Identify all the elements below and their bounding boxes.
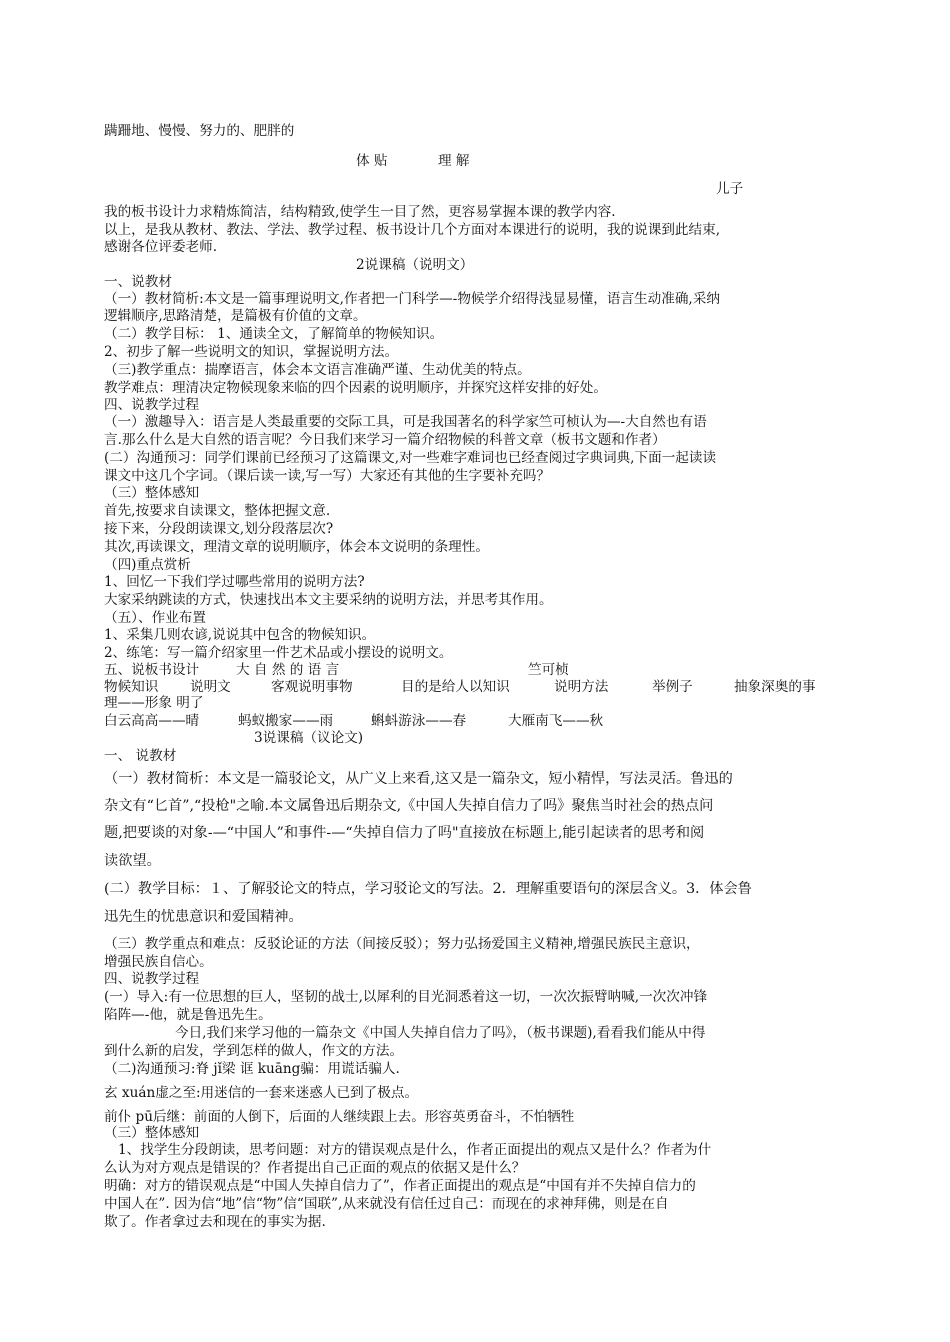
board-summary: 我的板书设计力求精炼简洁，结构精致,使学生一目了然，更容易掌握本课的教学内容. [104,204,616,220]
board-example: 白云高高——晴 [104,713,200,729]
board-item: 说明方法 [554,679,609,695]
section3-title-row [104,729,850,747]
s3-heading-1: 一、 说教材 [104,748,177,764]
s3-line: 读欲望。 [104,853,161,869]
board-author: 竺可桢 [528,662,569,678]
s2-line: （三)教学重点：揣摩语言，体会本文语言准确严谨、生动优美的特点。 [104,362,531,378]
board-item: 抽象深奥的事 [734,679,816,695]
s3-line: （二)沟通预习:脊 jǐ梁 诓 kuāng骗：用谎话骗人. [104,1061,400,1077]
s2-line: 课文中这几个字词。（课后读一读,写一写）大家还有其他的生字要补充吗？ [104,468,551,484]
understand-b: 理 解 [438,153,470,169]
s3-line: 前仆 pū后继：前面的人倒下，后面的人继续跟上去。形容英勇奋斗，不怕牺牲 [104,1109,575,1125]
s2-heading-1: 一、说教材 [104,274,172,290]
board-example: 大雁南飞——秋 [508,713,604,729]
board-item: 目的是给人以知识 [401,679,510,695]
s3-line: 陷阵—-他，就是鲁迅先生。 [104,1007,272,1023]
s3-line: 到什么新的启发，学到怎样的做人，作文的方法。 [104,1043,404,1059]
s2-line: （五）、作业布置 [104,610,206,626]
s3-line: 今日,我们来学习他的一篇杂文《中国人失掉自信力了吗》，（板书课题),看看我们能从中得 [175,1025,706,1041]
s2-line: 教学难点：理清决定物候现象来临的四个因素的说明顺序，并探究这样安排的好处。 [104,380,607,396]
understand-a: 体 贴 [356,153,388,169]
s3-line: 杂文有“匕首”,“投枪"之喻.本文属鲁迅后期杂文,《中国人失掉自信力了吗》聚焦当时社会的热点问 [104,798,714,814]
s3-line: (二）教学目标：１、了解驳论文的特点，学习驳论文的写法。2．理解重要语句的深层含义。3．体会鲁 [104,881,752,897]
board-example: 蝌蚪游泳——春 [371,713,467,729]
s3-line: (一）导入:有一位思想的巨人，坚韧的战士,以犀利的目光洞悉着这一切，一次次振臂呐喊,一次次冲锋 [104,989,708,1005]
s2-line: 言.那么什么是大自然的语言呢？今日我们来学习一篇介绍物候的科普文章（板书文题和作者） [104,432,666,448]
board-son-row [104,180,850,198]
board-item: 物候知识 [104,679,159,695]
closing-line-1: 以上，是我从教材、教法、学法、教学过程、板书设计几个方面对本课进行的说明，我的说课到此结束, [104,222,721,238]
s3-line: 欺了。作者拿过去和现在的事实为据. [104,1214,326,1230]
board-title: 大 自 然 的 语 言 [236,662,340,678]
s2-line: 1、采集几则农谚,说说其中包含的物候知识。 [104,627,376,643]
s3-line: 增强民族自信心。 [104,954,213,970]
board-design-label: 五、说板书设计 [104,662,200,678]
s2-line: （一）教材简析:本文是一篇事理说明文,作者把一门科学—-物候学介绍得浅显易懂，语言生动准确,采纳 [104,291,720,307]
son-label: 儿子 [716,181,744,197]
s3-line: 玄 xuán虚之至:用迷信的一套来迷惑人已到了极点。 [104,1085,419,1101]
s3-line: 1、找学生分段朗读，思考问题：对方的错误观点是什么，作者正面提出的观点又是什么？作者为什 [118,1142,712,1158]
s3-line: （三）教学重点和难点：反驳论证的方法（间接反驳）；努力弘扬爱国主义精神,增强民族民主意识， [104,936,700,952]
board-item: 说明文 [190,679,231,695]
s2-line: 接下来，分段朗读课文,划分段落层次? [104,521,334,537]
s2-line: 其次,再读课文，理清文章的说明顺序，体会本文说明的条理性。 [104,539,489,555]
board-item: 举例子 [652,679,693,695]
section2-title: 2说课稿（说明文） [356,257,474,273]
s2-line: （三）整体感知 [104,485,200,501]
closing-line-2: 感谢各位评委老师. [104,239,218,255]
board-examples-row [104,712,850,730]
s3-line: 中国人在”. 因为信“地”信“物”信“国联”,从来就没有信任过自己：而现在的求神拜佛，则是在自 [104,1196,669,1212]
s3-line: （一）教材简析：本文是一篇驳论文，从广义上来看,这又是一篇杂文，短小精悍，写法灵活。鲁迅的 [104,771,733,787]
board-understand-row [104,152,850,170]
s3-line: 题,把要谈的对象-—“中国人”和事件-—“失掉自信力了吗"直接放在标题上,能引起读者的思考和阅 [104,825,705,841]
s3-line: 明确：对方的错误观点是“中国人失掉自信力了”，作者正面提出的观点是“中国有并不失掉自信力的 [104,1178,696,1194]
top-words: 蹒跚地、慢慢、努力的、肥胖的 [104,123,295,139]
s2-line: 2、初步了解一些说明文的知识，掌握说明方法。 [104,344,399,360]
s2-line: （二）教学目标： 1、通读全文，了解简单的物候知识。 [104,326,444,342]
s3-heading-4: 四、说教学过程 [104,971,200,987]
s2-line: 大家采纳跳读的方式，快速找出本文主要采纳的说明方法，并思考其作用。 [104,592,553,608]
s2-line: 1、回忆一下我们学过哪些常用的说明方法? [104,574,365,590]
board-wrap: 理——形象 明了 [104,695,204,711]
section3-title: 3说课稿（议论文) [254,730,364,746]
s2-line: (二）沟通预习：同学们课前已经预习了这篇课文,对一些难字难词也已经查阅过字典词典,下面一起读读 [104,450,717,466]
board-example: 蚂蚁搬家——雨 [238,713,334,729]
board-design-row [104,661,850,679]
s3-line: 么认为对方观点是错误的？作者提出自己正面的观点的依据又是什么？ [104,1160,526,1176]
s2-line: 首先,按要求自读课文，整体把握文意. [104,503,331,519]
s2-line: 逻辑顺序,思路清楚，是篇极有价值的文章。 [104,308,367,324]
s3-line: 迅先生的忧患意识和爱国精神。 [104,909,303,925]
s2-line: （四)重点赏析 [104,557,191,573]
s2-line: 2、练笔：写一篇介绍家里一件艺术品或小摆设的说明文。 [104,645,453,661]
s2-line: （一）激趣导入：语言是人类最重要的交际工具，可是我国著名的科学家竺可桢认为—-大自然也有语 [104,414,707,430]
board-item: 客观说明事物 [271,679,353,695]
section2-title-row [104,256,850,274]
s2-heading-4: 四、说教学过程 [104,397,200,413]
s3-line: （三）整体感知 [104,1125,200,1141]
